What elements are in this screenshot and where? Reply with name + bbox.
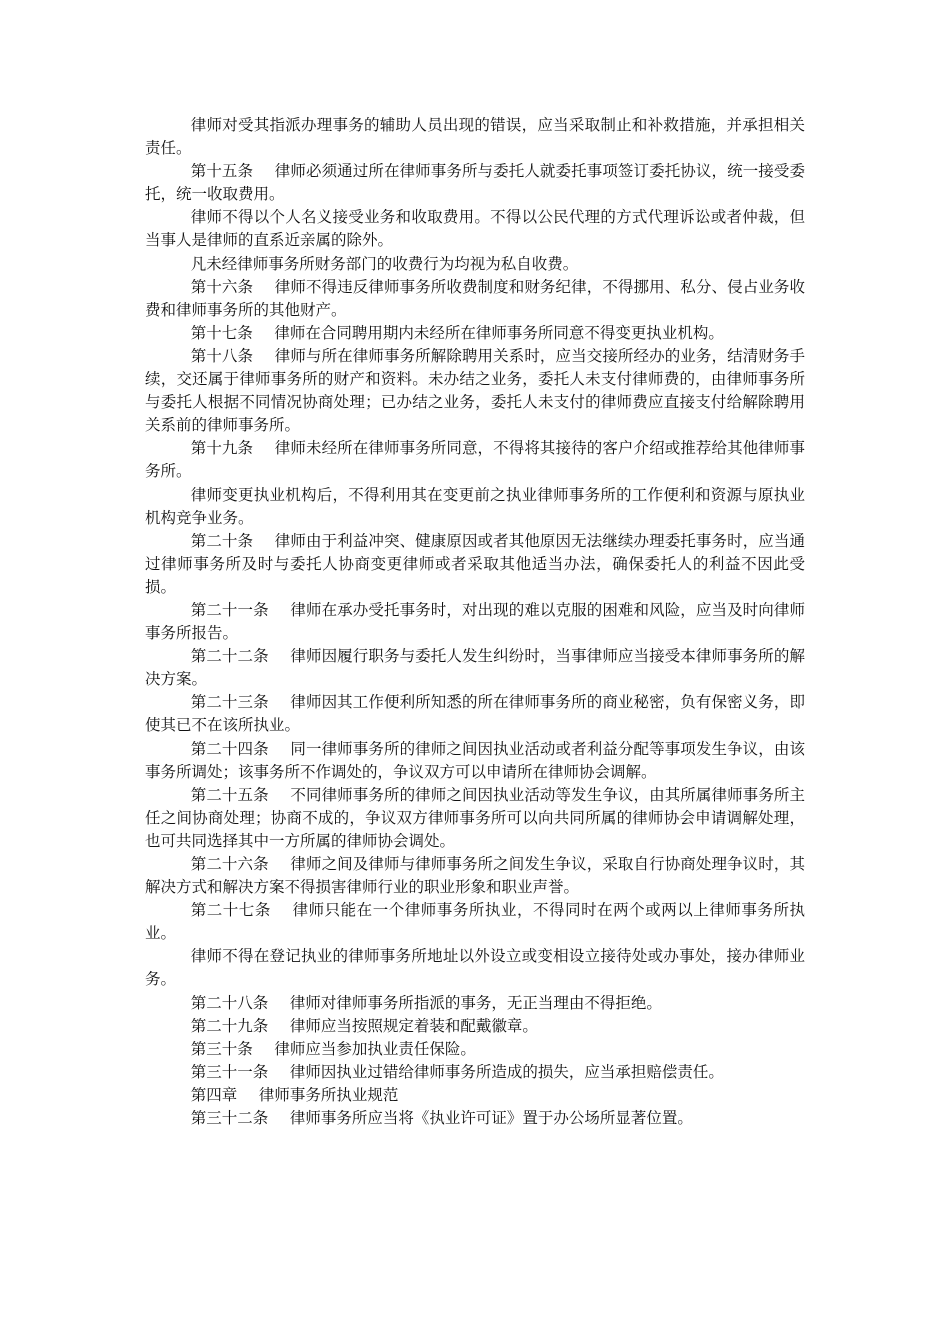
article-number: 第四章	[190, 1085, 238, 1104]
article-number: 第二十条	[190, 531, 254, 550]
paragraph-text: 凡未经律师事务所财务部门的收费行为均视为私自收费。	[190, 254, 579, 273]
paragraph-text: 律师应当按照规定着装和配戴徽章。	[289, 1016, 538, 1035]
paragraph-text: 律师在承办受托事务时，对出现的难以克服的困难和风险，应当及时向律师事务所报告。	[145, 600, 805, 643]
article-paragraph	[145, 1015, 805, 1038]
article-number: 第二十五条	[190, 785, 269, 804]
article-number: 第十八条	[190, 346, 254, 365]
article-number: 第二十九条	[190, 1016, 269, 1035]
article-number: 第十六条	[190, 277, 254, 296]
paragraph-text: 不同律师事务所的律师之间因执业活动等发生争议，由其所属律师事务所主任之间协商处理；协商不成的，争议双方律师事务所可以向共同所属的律师协会申请调解处理，也可共同选择其中一方所属的律师协会调处。	[145, 785, 805, 850]
paragraph-text: 律师不得以个人名义接受业务和收取费用。不得以公民代理的方式代理诉讼或者仲裁，但当事人是律师的直系近亲属的除外。	[145, 208, 805, 250]
paragraph-text: 律师不得在登记执业的律师事务所地址以外设立或变相设立接待处或办事处，接办律师业务。	[145, 947, 805, 989]
paragraph-text: 律师对律师事务所指派的事务，无正当理由不得拒绝。	[289, 993, 662, 1012]
article-paragraph	[145, 530, 805, 599]
paragraph-text: 律师事务所执业规范	[258, 1085, 399, 1104]
article-number: 第二十八条	[190, 993, 269, 1012]
paragraph-text: 律师事务所应当将《执业许可证》置于办公场所显著位置。	[289, 1109, 693, 1128]
document-body	[145, 114, 805, 1130]
article-number: 第二十二条	[190, 647, 269, 666]
article-number: 第二十七条	[190, 901, 271, 920]
paragraph-text: 律师只能在一个律师事务所执业，不得同时在两个或两以上律师事务所执业。	[145, 901, 805, 943]
article-number: 第三十一条	[190, 1062, 269, 1081]
paragraph-text: 律师必须通过所在律师事务所与委托人就委托事项签订委托协议，统一接受委托，统一收取费用。	[145, 162, 805, 204]
article-paragraph	[145, 322, 805, 345]
paragraph-text: 同一律师事务所的律师之间因执业活动或者利益分配等事项发生争议，由该事务所调处；该事务所不作调处的，争议双方可以申请所在律师协会调解。	[145, 739, 805, 781]
article-number: 第二十四条	[190, 739, 269, 758]
paragraph-text: 律师因执业过错给律师事务所造成的损失，应当承担赔偿责任。	[289, 1062, 724, 1081]
paragraph-text: 律师变更执业机构后，不得利用其在变更前之执业律师事务所的工作便利和资源与原执业机构竞争业务。	[145, 485, 805, 527]
article-paragraph	[145, 899, 805, 945]
body-paragraph	[145, 484, 805, 530]
article-paragraph	[145, 276, 805, 322]
article-paragraph	[145, 1061, 805, 1084]
article-paragraph	[145, 437, 805, 483]
paragraph-text: 律师在合同聘用期内未经所在律师事务所同意不得变更执业机构。	[274, 323, 724, 342]
article-paragraph	[145, 691, 805, 737]
article-number: 第二十三条	[190, 693, 269, 712]
article-paragraph	[145, 1107, 805, 1130]
article-number: 第十五条	[190, 162, 254, 181]
article-paragraph	[145, 1038, 805, 1061]
paragraph-text: 律师不得违反律师事务所收费制度和财务纪律，不得挪用、私分、侵占业务收费和律师事务所的其他财产。	[145, 277, 805, 319]
paragraph-text: 律师与所在律师事务所解除聘用关系时，应当交接所经办的业务，结清财务手续，交还属于律师事务所的财产和资料。未办结之业务，委托人未支付律师费的，由律师事务所与委托人根据不同情况协商处理；已办结之业务，委托人未支付的律师费应直接支付给解除聘用关系前的律师事务所。	[145, 346, 805, 435]
article-number: 第十九条	[190, 439, 254, 458]
body-paragraph	[145, 945, 805, 991]
article-number: 第二十一条	[190, 600, 269, 619]
paragraph-text: 律师由于利益冲突、健康原因或者其他原因无法继续办理委托事务时，应当通过律师事务所及时与委托人协商变更律师或者采取其他适当办法，确保委托人的利益不因此受损。	[145, 531, 805, 596]
body-paragraph	[145, 206, 805, 252]
article-paragraph	[145, 599, 805, 645]
body-paragraph	[145, 253, 805, 276]
paragraph-text: 律师对受其指派办理事务的辅助人员出现的错误，应当采取制止和补救措施，并承担相关责任。	[145, 116, 805, 158]
paragraph-text: 律师应当参加执业责任保险。	[274, 1039, 476, 1058]
article-number: 第二十六条	[190, 855, 269, 873]
article-paragraph	[145, 992, 805, 1015]
article-number: 第三十二条	[190, 1109, 269, 1128]
article-paragraph	[145, 345, 805, 437]
paragraph-text: 律师之间及律师与律师事务所之间发生争议，采取自行协商处理争议时，其解决方式和解决方案不得损害律师行业的职业形象和职业声誉。	[145, 855, 805, 897]
article-paragraph	[145, 1084, 805, 1107]
paragraph-text: 律师因履行职务与委托人发生纠纷时，当事律师应当接受本律师事务所的解决方案。	[145, 647, 805, 689]
article-paragraph	[145, 853, 805, 899]
article-paragraph	[145, 738, 805, 784]
article-number: 第十七条	[190, 323, 253, 342]
body-paragraph	[145, 114, 805, 160]
article-number: 第三十条	[190, 1039, 253, 1058]
article-paragraph	[145, 645, 805, 691]
paragraph-text: 律师因其工作便利所知悉的所在律师事务所的商业秘密，负有保密义务，即使其已不在该所执业。	[145, 693, 805, 735]
paragraph-text: 律师未经所在律师事务所同意，不得将其接待的客户介绍或推荐给其他律师事务所。	[145, 439, 805, 481]
article-paragraph	[145, 160, 805, 206]
article-paragraph	[145, 784, 805, 853]
